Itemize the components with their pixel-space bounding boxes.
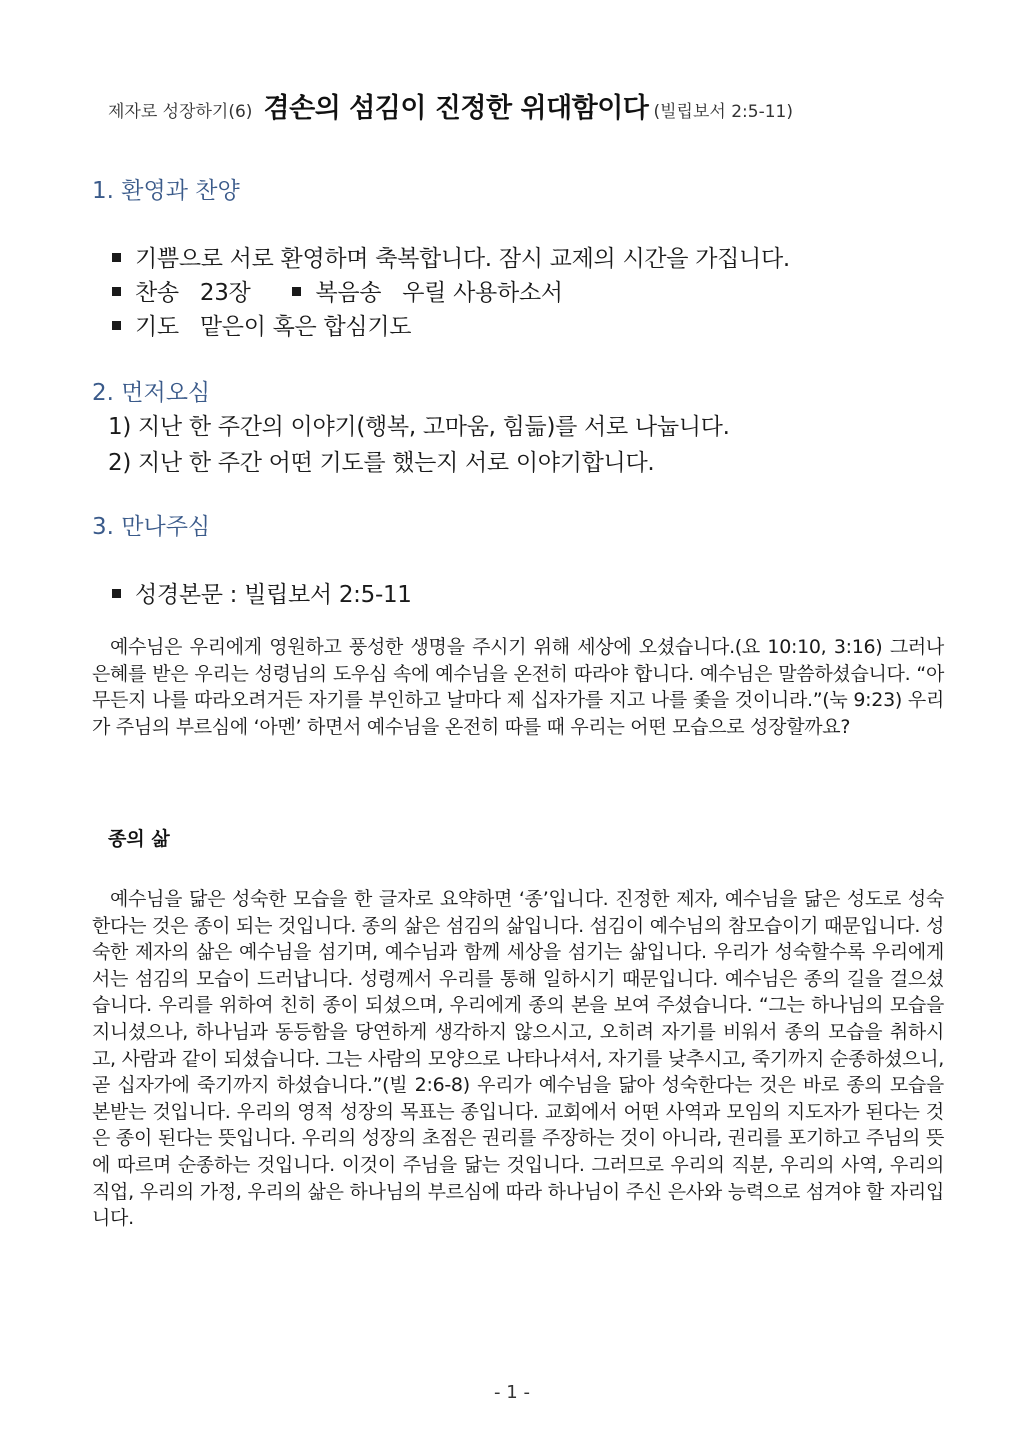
gospel-song-item: 복음송 우릴 사용하소서 bbox=[315, 280, 563, 306]
square-bullet-icon bbox=[112, 253, 121, 262]
numbered-item: 2) 지난 한 주간 어떤 기도를 했는지 서로 이야기합니다. bbox=[108, 450, 655, 476]
numbered-item: 1) 지난 한 주간의 이야기(행복, 고마움, 힘듦)를 서로 나눕니다. bbox=[108, 414, 730, 440]
subsection-heading: 종의 삶 bbox=[108, 828, 170, 850]
section-heading-welcome: 1. 환영과 찬양 bbox=[92, 178, 240, 204]
document-title: 겸손의 섬김이 진정한 위대함이다 bbox=[263, 93, 649, 124]
intro-paragraph: 예수님은 우리에게 영원하고 풍성한 생명을 주시기 위해 세상에 오셨습니다.(요 10:10, 3:16) 그러나 은혜를 받은 우리는 성령님의 도우심 속에 예수님을 온전히 따라야 합니다. 예수님은 말씀하셨습니다. “아무든지 나를 따라오려거든 자기를 부인하고 날마다 제 십자가를 지고 나를 좇을 것이니라.”(눅 9:23) 우리가 주님의 부르심에 ‘아멘’ 하면서 예수님을 온전히 따를 때 우리는 어떤 모습으로 성장할까요? bbox=[92, 636, 944, 738]
section-heading-coming: 2. 먼저오심 bbox=[92, 380, 211, 406]
bullet-item: 기쁨으로 서로 환영하며 축복합니다. 잠시 교제의 시간을 가집니다. bbox=[112, 240, 790, 273]
bullet-item bbox=[112, 576, 412, 609]
hymn-item: 찬송 23장 bbox=[135, 280, 251, 306]
square-bullet-icon bbox=[112, 589, 121, 598]
square-bullet-icon bbox=[112, 287, 121, 296]
square-bullet-icon bbox=[112, 321, 121, 330]
square-bullet-icon bbox=[292, 287, 301, 296]
bullet-item bbox=[112, 274, 563, 307]
scripture-text-item: 성경본문 : 빌립보서 2:5-11 bbox=[135, 582, 412, 608]
scripture-reference: (빌립보서 2:5-11) bbox=[653, 102, 793, 122]
section-heading-meeting: 3. 만나주심 bbox=[92, 514, 211, 540]
prayer-item: 기도 맡은이 혹은 합심기도 bbox=[135, 314, 412, 340]
bullet-item bbox=[112, 308, 411, 341]
document-title-line bbox=[108, 86, 793, 125]
page-number: - 1 - bbox=[494, 1382, 530, 1403]
series-label: 제자로 성장하기(6) bbox=[108, 102, 253, 122]
servant-life-paragraph: 예수님을 닮은 성숙한 모습을 한 글자로 요약하면 ‘종’입니다. 진정한 제자, 예수님을 닮은 성도로 성숙한다는 것은 종이 되는 것입니다. 종의 삶은 섬김의 삶입니다. 섬김이 예수님의 참모습이기 때문입니다. 성숙한 제자의 삶은 예수님을 섬기며, 예수님과 함께 세상을 섬기는 삶입니다. 우리가 성숙할수록 우리에게서는 섬김의 모습이 드러납니다. 성령께서 우리를 통해 일하시기 때문입니다. 예수님은 종의 길을 걸으셨습니다. 우리를 위하여 친히 종이 되셨으며, 우리에게 종의 본을 보여 주셨습니다. “그는 하나님의 모습을 지니셨으나, 하나님과 동등함을 당연하게 생각하지 않으시고, 오히려 자기를 비워서 종의 모습을 취하시고, 사람과 같이 되셨습니다. 그는 사람의 모양으로 나타나셔서, 자기를 낮추시고, 죽기까지 순종하셨으니, 곧 십자가에 죽기까지 하셨습니다.”(빌 2:6-8) 우리가 예수님을 닮아 성숙한다는 것은 바로 종의 모습을 본받는 것입니다. 우리의 영적 성장의 목표는 종입니다. 교회에서 어떤 사역과 모임의 지도자가 된다는 것은 종이 된다는 뜻입니다. 우리의 성장의 초점은 권리를 주장하는 것이 아니라, 권리를 포기하고 주님의 뜻에 따르며 순종하는 것입니다. 이것이 주님을 닮는 것입니다. 그러므로 우리의 직분, 우리의 사역, 우리의 직업, 우리의 가정, 우리의 삶은 하나님의 부르심에 따라 하나님이 주신 은사와 능력으로 섬겨야 할 자리입니다. bbox=[92, 888, 944, 1230]
